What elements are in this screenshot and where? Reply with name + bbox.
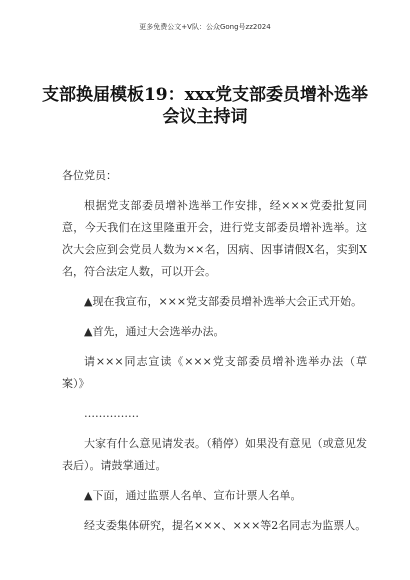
- paragraph-election-method: ▲首先，通过大会选举办法。: [84, 325, 225, 338]
- paragraph-opinions: 大家有什么意见请发表。（稍停）如果没有意见（或意见发表后）。请鼓掌通过。: [62, 437, 367, 472]
- document-title: [0, 84, 410, 128]
- paragraph-scrutineers-list: ▲下面，通过监票人名单、宣布计票人名单。: [84, 489, 302, 502]
- paragraph-intro: 根据党支部委员增补选举工作安排，经×××党委批复同意，今天我们在这里隆重开会，进行党支部委员增补选举。这次大会应到会党员人数为××名，因病、因事请假X名，实到X名，符合法定人数，可以开会。: [62, 199, 367, 278]
- paragraph-announce-start: ▲现在我宣布，×××党支部委员增补选举大会正式开始。: [84, 295, 363, 308]
- title-line-2: 会议主持词: [162, 107, 248, 127]
- paragraph-read-draft: 请×××同志宣读《×××党支部委员增补选举办法（草案）》: [62, 355, 367, 390]
- salutation: 各位党员：: [62, 169, 117, 182]
- header-note: 更多免费公文+V队：公众Gong号zz2024: [139, 23, 271, 31]
- document-body: [62, 165, 367, 545]
- paragraph-ellipsis: ……………: [84, 407, 139, 420]
- paragraph-nomination: 经支委集体研究，提名×××、×××等2名同志为监票人。: [84, 519, 367, 532]
- title-line-1: 支部换届模板19：xxx党支部委员增补选举: [41, 85, 369, 105]
